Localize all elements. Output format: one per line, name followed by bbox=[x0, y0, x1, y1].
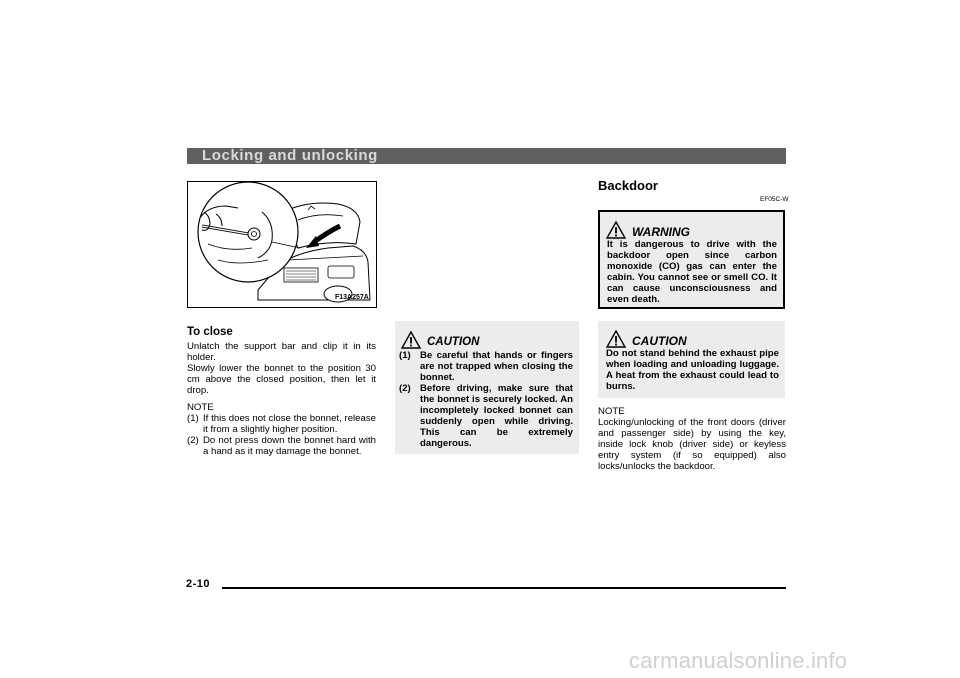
warning-triangle-icon bbox=[606, 330, 626, 348]
backdoor-code: EF05C-W bbox=[760, 196, 789, 203]
figure-code: F13A257A bbox=[335, 294, 369, 301]
note-text: Locking/unlocking of the front doors (driver and passenger side) by using the key, inside lock knob (driver side) or keyless entry system (if so equipped) also locks/unlocks the backdoor. bbox=[598, 417, 786, 472]
caution-text: Do not stand behind the exhaust pipe when loading and unloading luggage. A heat from the exhaust could lead to burns. bbox=[606, 348, 779, 392]
note-text: If this does not close the bonnet, release it from a slightly higher position. bbox=[203, 413, 376, 435]
note-text: Do not press down the bonnet hard with a hand as it may damage the bonnet. bbox=[203, 435, 376, 457]
note-list bbox=[187, 413, 376, 457]
caution-title: CAUTION bbox=[632, 334, 687, 348]
bonnet-illustration bbox=[187, 181, 377, 308]
warning-box bbox=[598, 210, 785, 309]
section-title: Locking and unlocking bbox=[202, 147, 378, 164]
page-number: 2-10 bbox=[186, 578, 211, 590]
bonnet-drawing bbox=[188, 182, 376, 307]
caution-header bbox=[395, 321, 579, 349]
warning-triangle-icon bbox=[401, 331, 421, 349]
note-item bbox=[187, 435, 376, 457]
warning-header bbox=[600, 212, 783, 239]
to-close-section bbox=[187, 326, 376, 457]
backdoor-heading: Backdoor bbox=[598, 178, 658, 193]
caution-item bbox=[399, 383, 573, 449]
caution-item bbox=[399, 350, 573, 383]
caution-number: (1) bbox=[399, 350, 411, 361]
to-close-para2: Slowly lower the bonnet to the position 30 cm above the closed position, then let it drop. bbox=[187, 363, 376, 396]
caution-text: Before driving, make sure that the bonnet is securely locked. An incompletely locked bonnet can suddenly open while driving. This can be extremely dangerous. bbox=[420, 383, 573, 449]
note-number: (1) bbox=[187, 413, 199, 424]
backdoor-note bbox=[598, 406, 786, 472]
note-label: NOTE bbox=[598, 406, 625, 417]
warning-title: WARNING bbox=[632, 225, 690, 239]
to-close-heading: To close bbox=[187, 326, 233, 338]
caution-text: Be careful that hands or fingers are not trapped when closing the bonnet. bbox=[420, 350, 573, 383]
caution-box-bonnet bbox=[395, 321, 579, 454]
caution-list bbox=[395, 350, 579, 449]
warning-triangle-icon bbox=[606, 221, 626, 239]
watermark-text: carmanualsonline.info bbox=[629, 648, 848, 673]
note-number: (2) bbox=[187, 435, 199, 446]
footer-rule bbox=[222, 587, 786, 589]
note-label: NOTE bbox=[187, 402, 214, 413]
to-close-para1: Unlatch the support bar and clip it in its holder. bbox=[187, 341, 376, 363]
caution-title: CAUTION bbox=[427, 336, 480, 348]
note-item bbox=[187, 413, 376, 435]
warning-text: It is dangerous to drive with the backdoor open since carbon monoxide (CO) gas can enter the cabin. You cannot see or smell CO. It can cause unconsciousness and even death. bbox=[607, 239, 777, 305]
caution-header bbox=[598, 321, 785, 348]
caution-box-exhaust bbox=[598, 321, 785, 398]
caution-number: (2) bbox=[399, 383, 411, 394]
